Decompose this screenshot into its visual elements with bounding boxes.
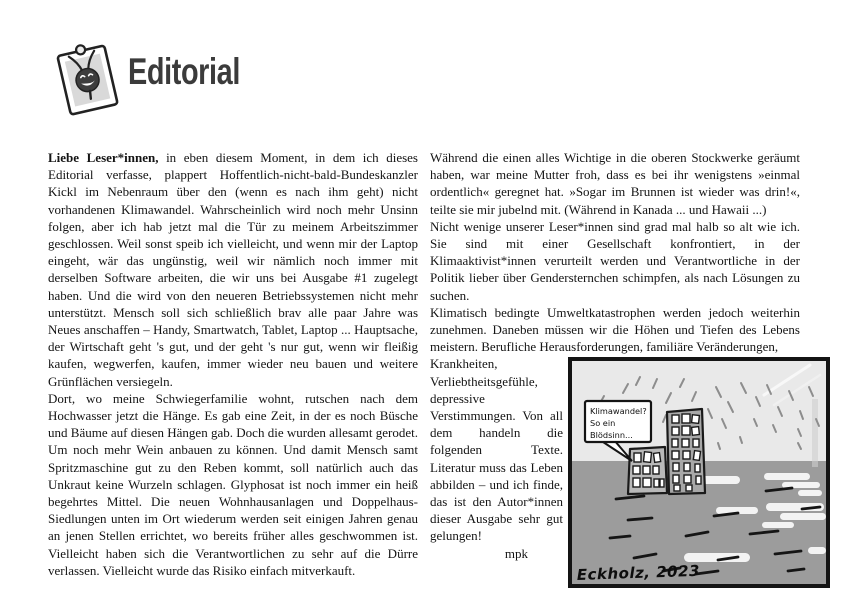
speech-bubble-text-line1: Klimawandel?	[590, 406, 647, 416]
salutation: Liebe Leser*innen,	[48, 150, 159, 165]
paragraph-4: Nicht wenige unserer Leser*innen sind grad mal halb so alt wie ich. Sie sind mit einer Gesellschaft konfrontiert, in der Klimaaktivist*innen verurteilt werden und Verantwortliche in der Politik lieber über Gendersternchen schimpfen, als nach Lösungen zu suchen.	[430, 218, 800, 303]
paragraph-3: Während die einen alles Wichtige in die oberen Stockwerke geräumt haben, war meine Mutter froh, dass es bei ihr wenigstens »einmal ordentlich« geregnet hat. »Sogar im Brunnen ist wieder was drin!«, teilte sie mir jubelnd mit. (Während in Kanada ... und Hawaii ...)	[430, 150, 800, 217]
paragraph-1-text: in eben diesem Moment, in dem ich dieses Editorial verfasse, plappert Hoffentlich-nicht-bald-Bundeskanzler Kickl im Nebenraum über den (wenn es nach ihm geht) nicht vorhandenen Klimawandel. Wahrscheinlich wird noch mehr Unsinn folgen, aber ich hab jetzt mal die Tür zu meinem Arbeitszimmer geschlossen. Weil sonst speib ich vielleicht, und wenn mir der Laptop eingeht, wär das ungünstig, weil wir nämlich noch immer mit derselben Software arbeiten, die wir uns bei Ausgabe #1 zugelegt haben. Und die wird von den neueren Betriebssystemen nicht mehr unterstützt. Mensch soll sich schließlich brav alle paar Jahre was Neues anschaffen – Handy, Smartwatch, Tablet, Laptop ... Hauptsache, der Wirtschaft geht 's gut, und der geht 's nur gut, wenn wir fleißig kaufen, wegwerfen, kaufen, immer wieder neu bauen und weitere Grünflächen versiegeln.	[48, 150, 418, 389]
paragraph-2: Dort, wo meine Schwiegerfamilie wohnt, rutschen nach dem Hochwasser jetzt die Hänge. Es gab eine Zeit, in der es noch Büsche und Bäume auf diesen Hängen gab. Doch die wurden allesamt gerodet. Um noch mehr Wein anbauen zu können. Und damit Mensch samt Spritzmaschine gut zu den Reben kommt, soll natürlich auch das Unkraut keine Wurzeln schlagen. Glyphosat ist noch immer ein heiß begehrtes Mittel. Die neuen Wohnhausanlagen und Doppelhaus-Siedlungen unten im Ort wiederum werden seit einigen Jahren genau an jenen Stellen errichtet, wo bereits früher alles geschwommen ist. Vielleicht haben sich die Verantwortlichen zu sehr auf die Dürre verlassen. Vielleicht wurde das Risiko einfach mitverkauft.	[48, 390, 418, 578]
page-title: Editorial	[128, 51, 240, 92]
left-column	[48, 149, 418, 579]
speech-bubble-text-line3: Blödsinn...	[590, 430, 633, 440]
wrap-column	[430, 355, 563, 561]
author-initials: mpk	[504, 545, 528, 561]
speech-bubble-text-line2: So ein	[590, 418, 616, 428]
flood-cartoon-drawing	[568, 357, 830, 588]
paragraph-1	[48, 149, 418, 390]
artist-signature: Eckholz, 2023	[576, 561, 701, 584]
mascot-note-icon	[50, 36, 130, 120]
paragraph-5: Klimatisch bedingte Umweltkatastrophen werden jedoch weiterhin zunehmen. Daneben müssen wir die Höhen und Tiefen des Lebens meistern. Berufliche Herausforderungen, familiäre Veränderungen,	[430, 304, 800, 355]
cartoon-illustration	[568, 357, 830, 588]
paragraph-5-continued: Krankheiten, Verliebtheitsgefühle, depressive Verstimmungen. Von all dem handeln die folgenden Texte. Literatur muss das Leben abbilden – und ich finde, das ist den Autor*innen dieser Ausgabe sehr gut gelungen!	[430, 356, 563, 544]
